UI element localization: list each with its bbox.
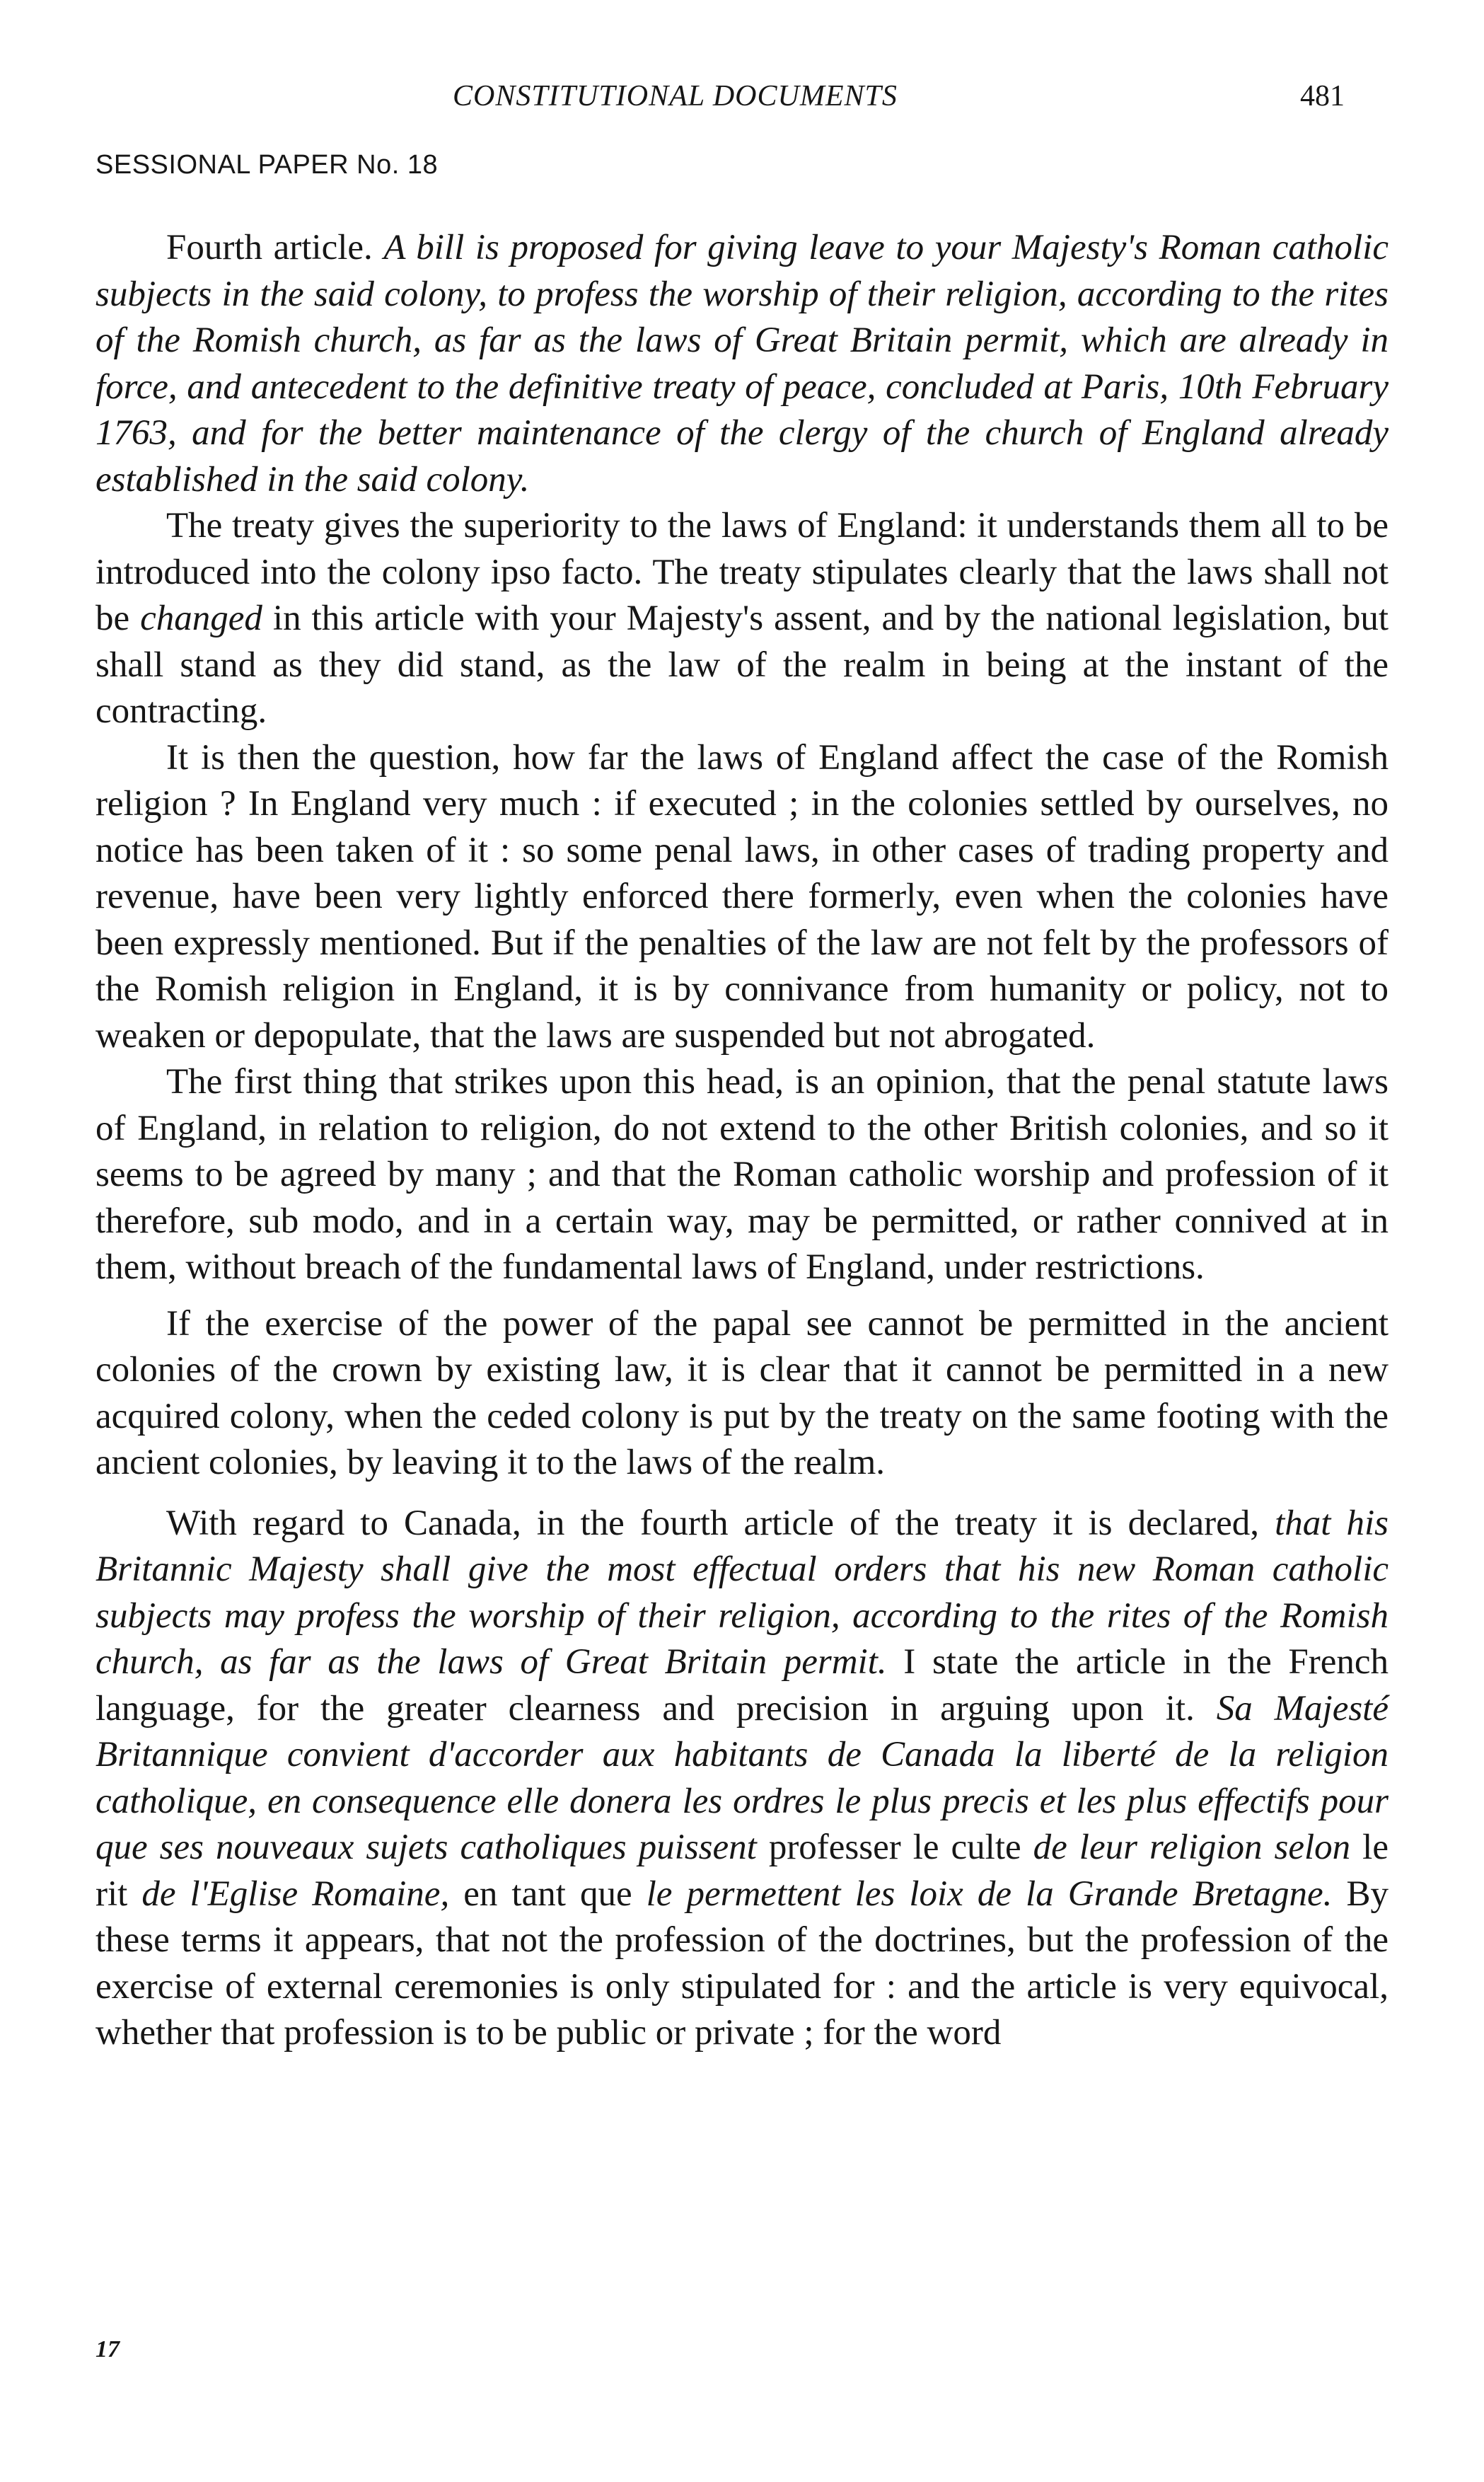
quoted-article-french: de leur religion selon [1033,1828,1351,1867]
paragraph-text: le rit [95,1828,1389,1914]
paragraph-text: in this article with your Majesty's assent, and by the national legislation, but shall stand as they did stand, as the law of the realm in being at the instant of the contracting. [95,599,1389,731]
paragraph-italic-text: A bill is proposed for giving leave to your Majesty's Roman catholic subjects in the said colony, to profess the worship of their religion, according to the rites of the Romish church, as far as the laws of Great Britain permit, which are already in force, and antecedent to the definitive treaty of peace, concluded at Paris, 10th February 1763, and for the better maintenance of the clergy of the church of England already established in the said colony. [95,228,1389,500]
paragraph-romish-religion-question [95,735,1389,1060]
paragraph-text: The treaty gives the superiority to the laws of England: it understands them all to be introduced into the colony ipso facto. The treaty stipulates clearly that the laws shall not be [95,506,1389,638]
paragraph-treaty-superiority [95,503,1389,735]
sessional-paper-label: SESSIONAL PAPER No. 18 [95,150,439,180]
paragraph-text: With regard to Canada, in the fourth article of the treaty it is declared, [166,1503,1275,1543]
paragraph-canada-fourth-article [95,1501,1389,2057]
paragraph-fourth-article [95,225,1389,503]
body-text [95,225,1389,2057]
paragraph-text: professer le culte [756,1828,1033,1867]
paragraph-text: It is then the question, how far the laws of England affect the case of the Romish religion ? In England very much : if executed ; in the colonies settled by ourselves, no notice has been taken of it : so some penal laws, in other cases of trading property and revenue, have been very lightly enforced there formerly, even when the colonies have been expressly mentioned. But if the penalties of the law are not felt by the professors of the Romish religion in England, it is by connivance from humanity or policy, not to weaken or depopulate, that the laws are suspended but not abrogated. [95,737,1389,1056]
quoted-article-french: de l'Eglise Romaine, [141,1874,450,1914]
paragraph-text: The first thing that strikes upon this head, is an opinion, that the penal statute laws of England, in relation to religion, do not extend to the other British colonies, and so it seems to be agreed by many ; and that the Roman catholic worship and profession of it therefore, sub modo, and in a certain way, may be permitted, or rather connived at in them, without breach of the fundamental laws of England, under restrictions. [95,1062,1389,1287]
paragraph-penal-statute-laws [95,1059,1389,1291]
paragraph-text: I state the article in the French language, for the greater clearness and precision in arguing upon it. [95,1642,1389,1728]
running-title: CONSTITUTIONAL DOCUMENTS [453,80,898,112]
signature-mark: 17 [95,2336,120,2362]
paragraph-text: By these terms it appears, that not the profession of the doctrines, but the profession of the exercise of external ceremonies is only stipulated for : and the article is very equivocal, whether that profession is to be public or private ; for the word [95,1874,1389,2053]
paragraph-papal-see [95,1301,1389,1487]
quoted-article-french: le permettent les loix de la Grande Bretagne. [646,1874,1333,1914]
emphasis-word: changed [140,599,262,638]
paragraph-text: If the exercise of the power of the papal see cannot be permitted in the ancient colonies of the crown by existing law, it is clear that it cannot be permitted in a new acquired colony, when the ceded colony is put by the treaty on the same footing with the ancient colonies, by leaving it to the laws of the realm. [95,1303,1389,1482]
paragraph-lead: Fourth article. [166,228,384,267]
quoted-article-english: that his Britannic Majesty shall give the most effectual orders that his new Roman catholic subjects may profess the worship of their religion, according to the rites of the Romish church, as far as the laws of Great Britain permit. [95,1503,1389,1682]
paragraph-text: en tant que [449,1874,647,1914]
page-number: 481 [1300,80,1345,112]
quoted-article-french: Sa Majesté Britannique convient d'accorder aux habitants de Canada la liberté de la religion catholique, en consequence elle donera les ordres le plus precis et les plus effectifs pour que ses nouveaux sujets catholiques puissent [95,1688,1389,1867]
